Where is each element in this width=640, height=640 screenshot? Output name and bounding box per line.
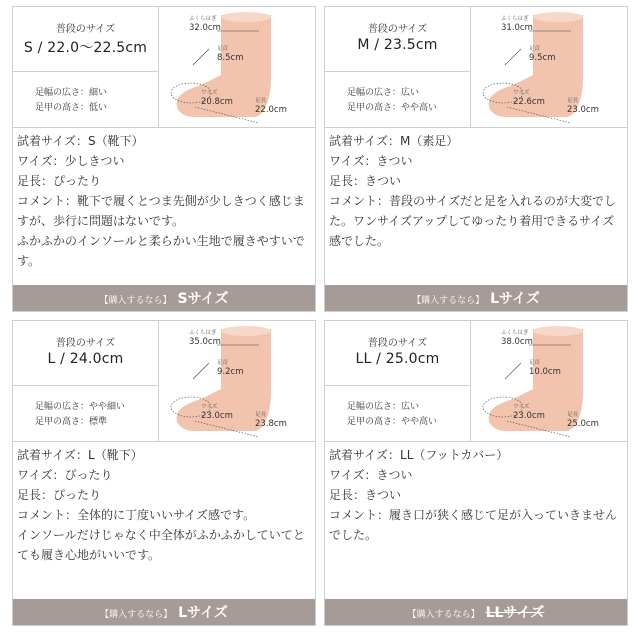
foot-length-measure: 足長 23.0cm (567, 98, 599, 115)
foot-width: 足幅の広さ：広い (347, 88, 420, 98)
wise-fit: ワイズ：少しきつい (17, 154, 125, 168)
foot-measure-figure (159, 7, 315, 127)
wise-measure: ワイズ 20.8cm (201, 90, 233, 107)
foot-width: 足幅の広さ：やや細い (35, 402, 126, 412)
calf-measure: ふくらはぎ 38.0cm (501, 330, 533, 347)
wise-fit: ワイズ：ぴったり (17, 468, 113, 482)
recommend-size-button[interactable]: 【購入するなら】 Sサイズ (13, 285, 315, 311)
ankle-measure: 足首 9.5cm (529, 46, 556, 63)
comment-text: コメント：全体的に丁度いいサイズ感です。 (17, 508, 256, 522)
usual-size-panel (325, 7, 470, 127)
calf-measure: ふくらはぎ 32.0cm (189, 16, 221, 33)
usual-size-value: LL / 25.0cm (355, 351, 440, 367)
review-comments (329, 445, 625, 545)
foot-illustration-icon (159, 321, 315, 441)
foot-length-measure: 足長 23.8cm (255, 412, 287, 429)
instep-height: 足甲の高さ：やや高い (347, 417, 438, 427)
ankle-measure: 足首 8.5cm (217, 46, 244, 63)
foot-illustration-icon (471, 7, 627, 127)
wise-measure: ワイズ 22.6cm (513, 90, 545, 107)
foot-illustration-icon (159, 7, 315, 127)
size-card-ll (324, 320, 628, 626)
usual-size-value: L / 24.0cm (47, 351, 124, 367)
usual-size-panel (13, 321, 158, 441)
recommend-size-button[interactable]: 【購入するなら】 Lサイズ (13, 599, 315, 625)
trial-size: 試着サイズ：L（靴下） (17, 448, 143, 462)
review-comments (329, 131, 625, 251)
foot-length-measure: 足長 22.0cm (255, 98, 287, 115)
length-fit: 足長：きつい (329, 488, 402, 502)
calf-measure: ふくらはぎ 31.0cm (501, 16, 533, 33)
wise-measure: ワイズ 23.0cm (201, 404, 233, 421)
instep-height: 足甲の高さ：低い (35, 103, 108, 113)
size-card-l (12, 320, 316, 626)
recommended-size: LLサイズ (485, 605, 545, 621)
length-fit: 足長：ぴったり (17, 488, 102, 502)
foot-width: 足幅の広さ：細い (35, 88, 108, 98)
ankle-measure: 足首 9.2cm (217, 360, 244, 377)
ankle-measure: 足首 10.0cm (529, 360, 561, 377)
recommended-size: Lサイズ (490, 291, 540, 307)
foot-measure-figure (159, 321, 315, 441)
comment-text-2: インソールだけじゃなく中全体がふかふかしていてとても履き心地がいいです。 (17, 528, 305, 562)
comment-text: コメント：靴下で履くとつま先側が少しきつく感じますが、歩行に問題はないです。 (17, 194, 305, 228)
length-fit: 足長：ぴったり (17, 174, 102, 188)
foot-measure-figure (471, 321, 627, 441)
recommended-size: Lサイズ (178, 605, 228, 621)
trial-size: 試着サイズ：S（靴下） (17, 134, 144, 148)
usual-size-label: 普段のサイズ (367, 338, 428, 349)
size-card-m (324, 6, 628, 312)
instep-height: 足甲の高さ：標準 (35, 417, 108, 427)
usual-size-value: M / 23.5cm (357, 37, 438, 53)
comment-text-2: ふかふかのインソールと柔らかい生地で履きやすいです。 (17, 234, 305, 268)
foot-length-measure: 足長 25.0cm (567, 412, 599, 429)
usual-size-label: 普段のサイズ (367, 24, 428, 35)
review-comments (17, 445, 313, 565)
comment-text: コメント：履き口が狭く感じて足が入っていきませんでした。 (329, 508, 618, 542)
foot-illustration-icon (471, 321, 627, 441)
usual-size-label: 普段のサイズ (55, 338, 116, 349)
size-card-s (12, 6, 316, 312)
wise-fit: ワイズ：きつい (329, 468, 413, 482)
trial-size: 試着サイズ：LL（フットカバー） (329, 448, 509, 462)
usual-size-label: 普段のサイズ (55, 24, 116, 35)
foot-measure-figure (471, 7, 627, 127)
recommended-size: Sサイズ (177, 291, 229, 307)
recommend-size-button[interactable]: 【購入するなら】 Lサイズ (325, 285, 627, 311)
review-comments (17, 131, 313, 271)
length-fit: 足長：きつい (329, 174, 402, 188)
recommend-size-button[interactable]: 【購入するなら】 LLサイズ (325, 599, 627, 625)
trial-size: 試着サイズ：M（素足） (329, 134, 459, 148)
wise-measure: ワイズ 23.0cm (513, 404, 545, 421)
foot-width: 足幅の広さ：広い (347, 402, 420, 412)
instep-height: 足甲の高さ：やや高い (347, 103, 438, 113)
usual-size-panel (13, 7, 158, 127)
usual-size-panel (325, 321, 470, 441)
calf-measure: ふくらはぎ 35.0cm (189, 330, 221, 347)
usual-size-value: S / 22.0〜22.5cm (23, 40, 148, 56)
comment-text: コメント：普段のサイズだと足を入れるのが大変でした。ワンサイズアップしてゆったり着用できるサイズ感でした。 (329, 194, 617, 248)
wise-fit: ワイズ：きつい (329, 154, 413, 168)
